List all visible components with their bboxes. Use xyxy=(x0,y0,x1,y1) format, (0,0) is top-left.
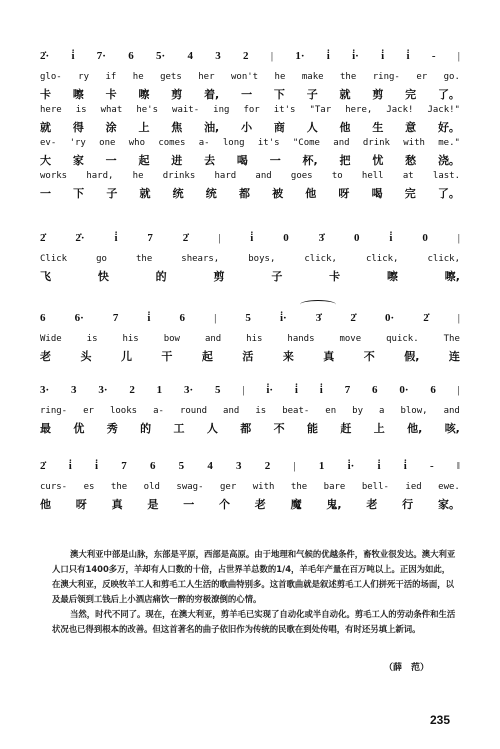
bar-line: | xyxy=(457,232,460,244)
token: 下 xyxy=(273,88,285,101)
token: click, xyxy=(365,254,399,264)
token: 好。 xyxy=(437,121,460,134)
token: click, xyxy=(427,254,460,264)
token: i̇· xyxy=(347,460,355,472)
token: 浇。 xyxy=(437,154,460,167)
token: and xyxy=(223,406,240,416)
token: click, xyxy=(304,254,337,264)
token: he's xyxy=(136,105,158,115)
token: i̇ xyxy=(389,232,393,244)
token: glo- xyxy=(40,72,62,82)
bar-line: | xyxy=(457,384,460,396)
token: 统 xyxy=(205,187,217,200)
token: last. xyxy=(432,171,460,181)
token: make xyxy=(301,72,324,82)
token: works xyxy=(40,171,68,181)
token: 嚓 xyxy=(386,270,398,283)
token: 儿 xyxy=(120,350,132,363)
token: 6 xyxy=(372,384,378,396)
token: i̇ xyxy=(377,460,381,472)
token: 6 xyxy=(128,50,134,62)
token: Wide xyxy=(40,334,62,344)
token: 2 xyxy=(243,50,249,62)
token: 7 xyxy=(147,232,153,244)
token: me." xyxy=(438,138,460,148)
token: i̇ xyxy=(326,50,330,62)
token: 上 xyxy=(373,422,385,435)
token: The xyxy=(443,334,460,344)
token: boys, xyxy=(248,254,276,264)
token: 起 xyxy=(201,350,213,363)
token: 他 xyxy=(305,187,317,200)
token: 6 xyxy=(40,312,46,324)
token: i̇· xyxy=(352,50,359,62)
token: ing xyxy=(213,105,230,115)
token: i̇ xyxy=(94,460,99,472)
token: 3· xyxy=(98,384,108,396)
token: ev- xyxy=(40,138,57,148)
token: 都 xyxy=(238,187,250,200)
token: here xyxy=(40,105,62,115)
token: 2̇ xyxy=(182,232,189,244)
token: is xyxy=(255,406,267,416)
lyric-line-chinese xyxy=(40,119,460,135)
token: 6 xyxy=(149,460,156,472)
token: 油, xyxy=(204,121,220,134)
token: 2 xyxy=(129,384,135,396)
bar-line: | xyxy=(242,384,245,396)
token: what xyxy=(100,105,123,115)
token: 了。 xyxy=(437,88,460,101)
token: hell xyxy=(361,171,384,181)
lyric-line-english xyxy=(40,254,460,264)
token: Jack! xyxy=(386,105,414,115)
token: 头 xyxy=(80,350,92,363)
token: 愁 xyxy=(405,154,417,167)
token: 3 xyxy=(215,50,221,62)
token: 真 xyxy=(323,350,335,363)
token: 2̇ xyxy=(40,460,46,472)
token: 0 xyxy=(354,232,360,244)
token: 6· xyxy=(74,312,84,324)
token: 行 xyxy=(402,498,414,511)
token: 就 xyxy=(139,187,151,200)
token: ger xyxy=(219,482,237,492)
token: 5 xyxy=(178,460,185,472)
token: i̇ xyxy=(381,50,385,62)
lyric-line-english xyxy=(40,138,460,148)
lyric-line-chinese xyxy=(40,268,460,284)
token: 秀 xyxy=(106,422,118,435)
token: 7 xyxy=(344,384,351,396)
token: 2̇ xyxy=(40,232,46,244)
bar-line: | xyxy=(293,460,296,472)
token: i̇ xyxy=(294,384,298,396)
bar-line: | xyxy=(457,312,460,324)
token: 他 xyxy=(40,498,51,511)
token: quick. xyxy=(386,334,419,344)
lyric-line-english xyxy=(40,406,460,416)
token: 2̇ xyxy=(423,312,429,324)
token: 6 xyxy=(179,312,186,324)
token: 就 xyxy=(40,121,51,134)
token: 假, xyxy=(404,350,420,363)
token: 嚓 xyxy=(138,88,150,101)
token: 能 xyxy=(307,422,318,435)
token: 优 xyxy=(73,422,85,435)
token: wait- xyxy=(172,105,200,115)
token: 了。 xyxy=(437,187,460,200)
token: the xyxy=(110,482,128,492)
token: 完 xyxy=(405,88,417,101)
token: 把 xyxy=(339,154,351,167)
lyric-line-chinese xyxy=(40,185,460,201)
lyric-line-chinese xyxy=(40,86,460,102)
token: 老 xyxy=(40,350,51,363)
token: 统 xyxy=(172,187,184,200)
token: "Come xyxy=(292,138,320,148)
lyric-line-english xyxy=(40,171,460,181)
token: 涂 xyxy=(105,121,117,134)
lyric-line-chinese xyxy=(40,348,460,364)
token: he xyxy=(274,72,286,82)
token: 他, xyxy=(407,422,423,435)
token: 去 xyxy=(204,154,216,167)
token: and xyxy=(333,138,350,148)
token: 个 xyxy=(218,498,230,511)
token: he xyxy=(132,171,144,181)
token: 一 xyxy=(241,88,253,101)
token: 'ry xyxy=(69,138,86,148)
token: 一 xyxy=(40,187,51,200)
token: a- xyxy=(198,138,210,148)
token: by xyxy=(352,406,363,416)
token: "Tar xyxy=(309,105,332,115)
token: 2 xyxy=(264,460,271,472)
token: who xyxy=(128,138,145,148)
lyric-line-english xyxy=(40,482,460,492)
token: 完 xyxy=(404,187,416,200)
token: es xyxy=(83,482,95,492)
token: 2̇ xyxy=(350,312,356,324)
token: the xyxy=(340,72,357,82)
token: drink xyxy=(362,138,390,148)
token: 飞 xyxy=(40,270,51,283)
token: 工 xyxy=(173,422,185,435)
token: en xyxy=(325,406,337,416)
token: at xyxy=(402,171,414,181)
token: gets xyxy=(160,72,182,82)
commentary-paragraph-1: 澳大利亚中部是山脉，东部是平原，西部是高原。由于地理和气候的优越条件，畜牧业很发达。澳大利亚人口只有1400多万，羊却有人口数的十倍，占世界羊总数的1/4，羊毛年产量在百万吨以上。正因为如此，在澳大利亚，反映牧羊工人和剪毛工人生活的歌曲特别多。这首歌曲就是叙述剪毛工人们拼死干活的场面，以及最后领到工钱后上小酒店痛饮一醉的穷极潦倒的心情。 xyxy=(52,549,456,604)
token: to xyxy=(331,171,343,181)
token: 活 xyxy=(242,350,254,363)
token: 3̇ xyxy=(315,312,322,324)
token: 3· xyxy=(40,384,50,396)
token: go. xyxy=(443,72,460,82)
notation-line xyxy=(40,232,460,244)
notation-line xyxy=(40,50,460,62)
token: her xyxy=(198,72,215,82)
token: 0 xyxy=(283,232,289,244)
lyric-line-english xyxy=(40,105,460,115)
token: 嚓 xyxy=(72,88,84,101)
token: 杯, xyxy=(302,154,318,167)
token: old xyxy=(143,482,160,492)
token: bare xyxy=(323,482,346,492)
token: 一 xyxy=(269,154,281,167)
token: er xyxy=(83,406,94,416)
token: Click xyxy=(40,254,68,264)
token: 起 xyxy=(138,154,150,167)
token: 他 xyxy=(339,121,351,134)
token: ied xyxy=(405,482,422,492)
token: ry xyxy=(78,72,89,82)
token: 剪 xyxy=(213,270,225,283)
token: 鬼, xyxy=(326,498,342,511)
token: 嚓, xyxy=(444,270,460,283)
token: his xyxy=(122,334,139,344)
notation-line xyxy=(40,312,460,324)
token: 1 xyxy=(156,384,163,396)
token: 4 xyxy=(207,460,213,472)
token: 连 xyxy=(448,350,460,363)
token: comes xyxy=(158,138,186,148)
token: 7· xyxy=(96,50,106,62)
token: 喝 xyxy=(236,154,248,167)
token: shears, xyxy=(181,254,220,264)
token: curs- xyxy=(40,482,68,492)
token: 剪 xyxy=(372,88,384,101)
token: 老 xyxy=(254,498,266,511)
token: bow xyxy=(163,334,180,344)
token: 赶 xyxy=(340,422,352,435)
token: - xyxy=(430,460,434,472)
token: it's xyxy=(257,138,280,148)
token: 卡 xyxy=(40,88,51,101)
token: if xyxy=(105,72,117,82)
token: 呀 xyxy=(75,498,87,511)
token: i̇· xyxy=(279,312,287,324)
token: one xyxy=(99,138,116,148)
token: 忧 xyxy=(372,154,384,167)
token: and xyxy=(255,171,272,181)
bar-line: | xyxy=(214,312,217,324)
token: 生 xyxy=(372,121,384,134)
token: - xyxy=(431,50,436,62)
token: 就 xyxy=(339,88,351,101)
token: 1· xyxy=(295,50,305,62)
token: 2̇· xyxy=(75,232,85,244)
lyric-line-chinese xyxy=(40,496,460,512)
token: 6 xyxy=(430,384,436,396)
token: 大 xyxy=(40,154,51,167)
token: ring- xyxy=(372,72,400,82)
token: 子 xyxy=(306,88,318,101)
token: beat- xyxy=(282,406,310,416)
token: goes xyxy=(290,171,313,181)
token: i̇ xyxy=(68,460,72,472)
token: 5· xyxy=(156,50,166,62)
token: is xyxy=(75,105,87,115)
token: 7 xyxy=(121,460,127,472)
token: 剪 xyxy=(171,88,183,101)
token: 是 xyxy=(147,498,159,511)
token: 的 xyxy=(140,422,152,435)
token: 3̇ xyxy=(318,232,325,244)
token: 子 xyxy=(271,270,283,283)
token: i̇ xyxy=(71,50,75,62)
token: hard, xyxy=(86,171,114,181)
token: 人 xyxy=(306,121,318,134)
token: blow, xyxy=(400,406,428,416)
token: 魔 xyxy=(290,498,302,511)
token: 进 xyxy=(171,154,183,167)
token: 5 xyxy=(214,384,221,396)
token: 家。 xyxy=(437,498,460,511)
token: 喝 xyxy=(371,187,383,200)
token: 的 xyxy=(155,270,167,283)
commentary-paragraph-2: 当然，时代不同了。现在，在澳大利亚，剪羊毛已实现了自动化或半自动化。剪毛工人的劳动条件和生活状况也已得到根本的改善。但这首著名的曲子依旧作为传统的民歌在到处传唱，有时还另填上新词。 xyxy=(52,609,456,634)
bar-line: | xyxy=(218,232,221,244)
token: is xyxy=(86,334,98,344)
token: 小 xyxy=(241,121,253,134)
token: 下 xyxy=(73,187,85,200)
token: 子 xyxy=(106,187,118,200)
token: 卡 xyxy=(329,270,341,283)
token: 被 xyxy=(272,187,284,200)
token: his xyxy=(246,334,263,344)
token: 老 xyxy=(366,498,378,511)
token: 3 xyxy=(71,384,77,396)
token: 都 xyxy=(240,422,252,435)
token: 人 xyxy=(206,422,218,435)
token: hands xyxy=(287,334,315,344)
token: 1 xyxy=(318,460,325,472)
token: hard xyxy=(214,171,237,181)
token: 卡 xyxy=(105,88,117,101)
token: 上 xyxy=(138,121,150,134)
token: 得 xyxy=(72,121,84,134)
token: i̇ xyxy=(406,50,410,62)
token: 意 xyxy=(405,121,417,134)
token: i̇· xyxy=(266,384,274,396)
author-credit: （薛 范） xyxy=(384,663,430,673)
token: 干 xyxy=(161,350,173,363)
lyric-line-chinese xyxy=(40,420,460,436)
token: 家 xyxy=(72,154,84,167)
token: 着, xyxy=(204,88,220,101)
token: 不 xyxy=(273,422,285,435)
token: 咳, xyxy=(444,422,460,435)
token: it's xyxy=(273,105,296,115)
token: 2̇· xyxy=(40,50,50,62)
token: 7 xyxy=(112,312,119,324)
token: i̇ xyxy=(319,384,323,396)
token: i̇ xyxy=(114,232,118,244)
token: er xyxy=(416,72,428,82)
token: and xyxy=(204,334,222,344)
token: i̇ xyxy=(147,312,151,324)
token: 来 xyxy=(282,350,294,363)
token: 真 xyxy=(111,498,123,511)
token: 商 xyxy=(273,121,285,134)
token: 0· xyxy=(399,384,409,396)
token: the xyxy=(290,482,308,492)
lyric-line-chinese xyxy=(40,152,460,168)
token: won't xyxy=(230,72,259,82)
page-number: 235 xyxy=(430,713,451,727)
bar-line: ‖ xyxy=(456,460,460,472)
token: looks xyxy=(109,406,138,416)
token: 一 xyxy=(183,498,195,511)
token: the xyxy=(136,254,153,264)
token: move xyxy=(339,334,362,344)
notation-line xyxy=(40,384,460,396)
token: 不 xyxy=(363,350,375,363)
token: 3· xyxy=(183,384,194,396)
token: round xyxy=(179,406,208,416)
token: with xyxy=(252,482,275,492)
commentary-text xyxy=(52,547,458,637)
token: Jack!" xyxy=(427,105,460,115)
token: 快 xyxy=(97,270,109,283)
token: and xyxy=(443,406,460,416)
token: 0· xyxy=(384,312,395,324)
lyric-line-english xyxy=(40,72,460,82)
token: ewe. xyxy=(438,482,460,492)
token: with xyxy=(403,138,425,148)
token: 0 xyxy=(422,232,428,244)
token: i̇ xyxy=(403,460,407,472)
token: go xyxy=(96,254,107,264)
lyric-line-english xyxy=(40,334,460,344)
token: 呀 xyxy=(338,187,350,200)
token: 3 xyxy=(236,460,242,472)
token: a xyxy=(379,406,385,416)
token: 一 xyxy=(105,154,117,167)
token: drinks xyxy=(162,171,196,181)
token: a- xyxy=(153,406,164,416)
token: for xyxy=(243,105,260,115)
bar-line: | xyxy=(457,50,460,62)
token: 最 xyxy=(40,422,51,435)
token: he xyxy=(132,72,144,82)
slur-mark xyxy=(300,300,336,309)
token: i̇ xyxy=(250,232,254,244)
token: long xyxy=(222,138,245,148)
token: swag- xyxy=(176,482,204,492)
token: 4 xyxy=(187,50,193,62)
token: bell- xyxy=(361,482,389,492)
bar-line: | xyxy=(270,50,274,62)
notation-line xyxy=(40,460,460,472)
token: here, xyxy=(345,105,373,115)
token: 焦 xyxy=(171,121,183,134)
token: 5 xyxy=(245,312,251,324)
token: ring- xyxy=(40,406,68,416)
